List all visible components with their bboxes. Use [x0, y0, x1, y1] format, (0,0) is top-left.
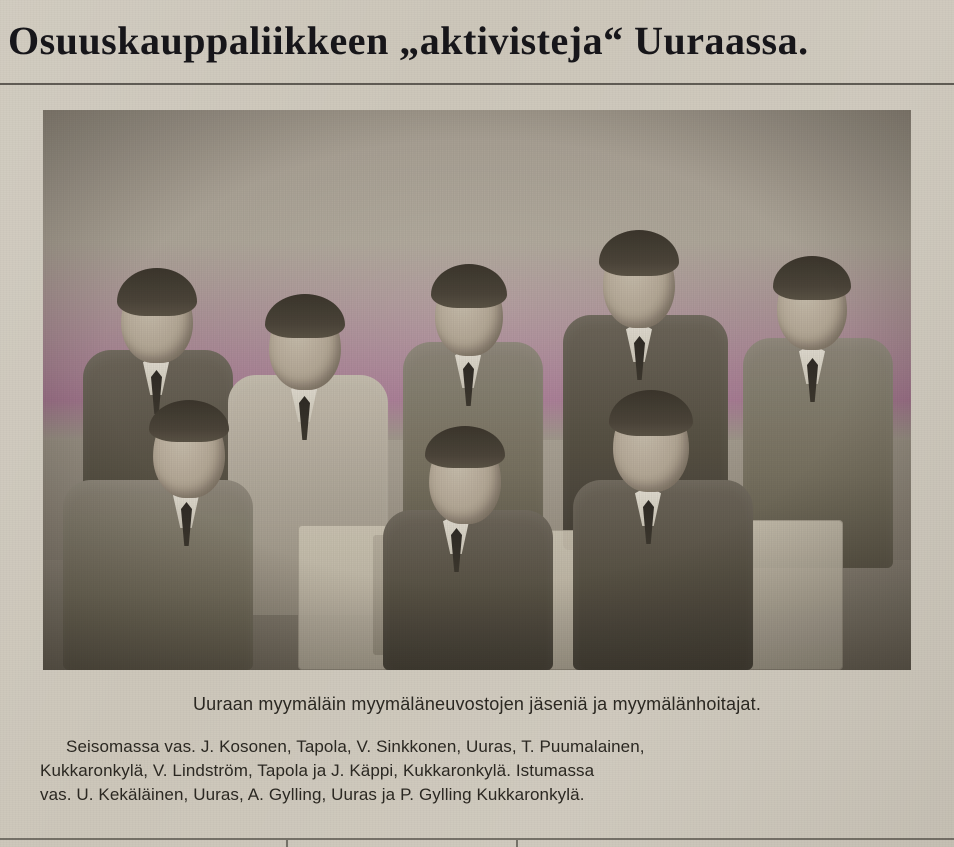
caption-line-2: Kukkaronkylä, V. Lindström, Tapola ja J. Käppi, Kukkaronkylä. Istumassa [40, 761, 595, 780]
header-divider [0, 83, 954, 85]
footer-divider [0, 838, 954, 840]
photo-caption: Uuraan myymäläin myymäläneuvostojen jäseniä ja myymälänhoitajat. [192, 694, 762, 714]
caption-line-1: Seisomassa vas. J. Kosonen, Tapola, V. Sinkkonen, Uuras, T. Puumalainen, [66, 737, 645, 756]
footer-tick-right [516, 840, 518, 847]
photo-frame [43, 110, 911, 670]
photo-grain [43, 110, 911, 670]
footer-tick-left [286, 840, 288, 847]
page-title: Osuuskauppaliikkeen „aktivisteja“ Uuraassa. [8, 18, 809, 63]
caption-line-3: vas. U. Kekäläinen, Uuras, A. Gylling, Uuras ja P. Gylling Kukkaronkylä. [40, 785, 585, 804]
photo-caption-names [40, 735, 918, 807]
group-photograph [43, 110, 911, 670]
